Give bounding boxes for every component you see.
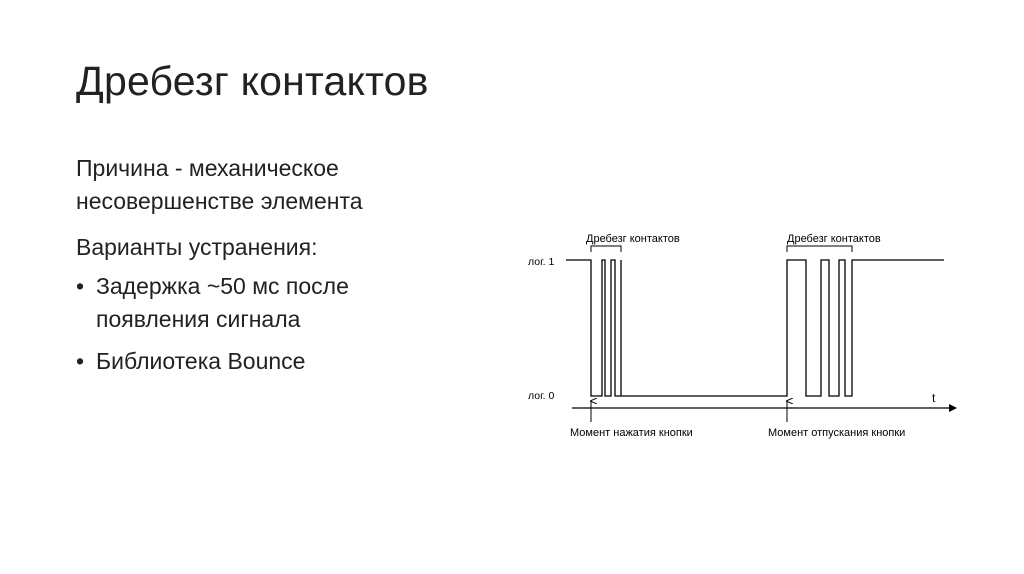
bullet-library-text: Библиотека Bounce	[96, 348, 306, 374]
cause-line-2: несовершенстве элемента	[76, 188, 363, 214]
bullet-dot-icon: •	[76, 348, 85, 374]
signal-waveform	[566, 260, 944, 396]
label-logic-low: лог. 0	[528, 390, 555, 402]
bounce-bracket-2	[787, 246, 852, 252]
cause-line-1: Причина - механическое	[76, 155, 339, 181]
bounce-label-1: Дребезг контактов	[586, 233, 680, 245]
release-moment-label: Момент отпускания кнопки	[768, 427, 906, 439]
options-heading: Варианты устранения:	[76, 234, 318, 260]
slide-title: Дребезг контактов	[76, 58, 429, 104]
label-logic-high: лог. 1	[528, 256, 555, 268]
bounce-label-2: Дребезг контактов	[787, 233, 881, 245]
bullet-dot-icon: •	[76, 273, 85, 299]
bounce-bracket-1	[591, 246, 621, 252]
bullet-delay-line-2: появления сигнала	[96, 306, 301, 332]
press-moment-label: Момент нажатия кнопки	[570, 427, 693, 439]
time-axis-label: t	[932, 391, 936, 405]
bullet-delay-line-1: Задержка ~50 мс после	[96, 273, 349, 299]
